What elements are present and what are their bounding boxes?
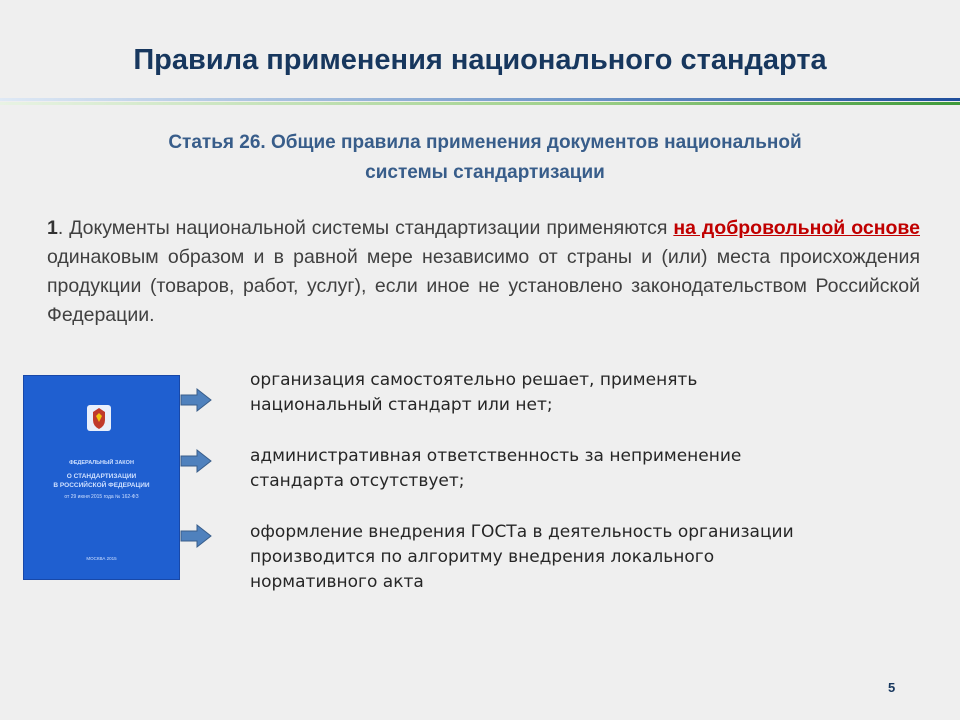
article-paragraph xyxy=(47,214,920,330)
book-title: О СТАНДАРТИЗАЦИИ В РОССИЙСКОЙ ФЕДЕРАЦИИ xyxy=(53,473,150,489)
arrow-right-icon xyxy=(180,448,212,474)
law-book-cover xyxy=(23,375,180,580)
subtitle-line-1: Статья 26. Общие правила применения документов национальной xyxy=(168,132,802,153)
book-header: ФЕДЕРАЛЬНЫЙ ЗАКОН xyxy=(69,460,134,466)
paragraph-highlight: на добровольной основе xyxy=(673,217,920,239)
subtitle-line-2: системы стандартизации xyxy=(365,162,605,183)
coat-of-arms-icon xyxy=(86,404,112,432)
title-underline-decoration xyxy=(0,96,960,108)
book-footer: МОСКВА 2015 xyxy=(86,556,117,561)
arrow-right-icon xyxy=(180,387,212,413)
paragraph-number: 1 xyxy=(47,217,58,239)
bullet-item-3: оформление внедрения ГОСТа в деятельность организации производится по алгоритму внедрения локального нормативного акта xyxy=(250,522,794,592)
page-number: 5 xyxy=(888,680,896,695)
book-date: от 29 июня 2015 года № 162-ФЗ xyxy=(64,494,139,500)
bullet-item-1: организация самостоятельно решает, применять национальный стандарт или нет; xyxy=(250,370,698,415)
paragraph-text-1: . Документы национальной системы стандартизации применяются xyxy=(57,217,674,239)
bullet-item-2: административная ответственность за неприменение стандарта отсутствует; xyxy=(250,446,742,491)
article-subtitle xyxy=(60,128,910,188)
slide-title: Правила применения национального стандарта xyxy=(133,44,827,76)
paragraph-text-2: одинаковым образом и в равной мере независимо от страны и (или) места происхождения продукции (товаров, работ, услуг), если иное не установлено законодательством Российской Федерации. xyxy=(47,246,920,326)
arrow-right-icon xyxy=(180,523,212,549)
